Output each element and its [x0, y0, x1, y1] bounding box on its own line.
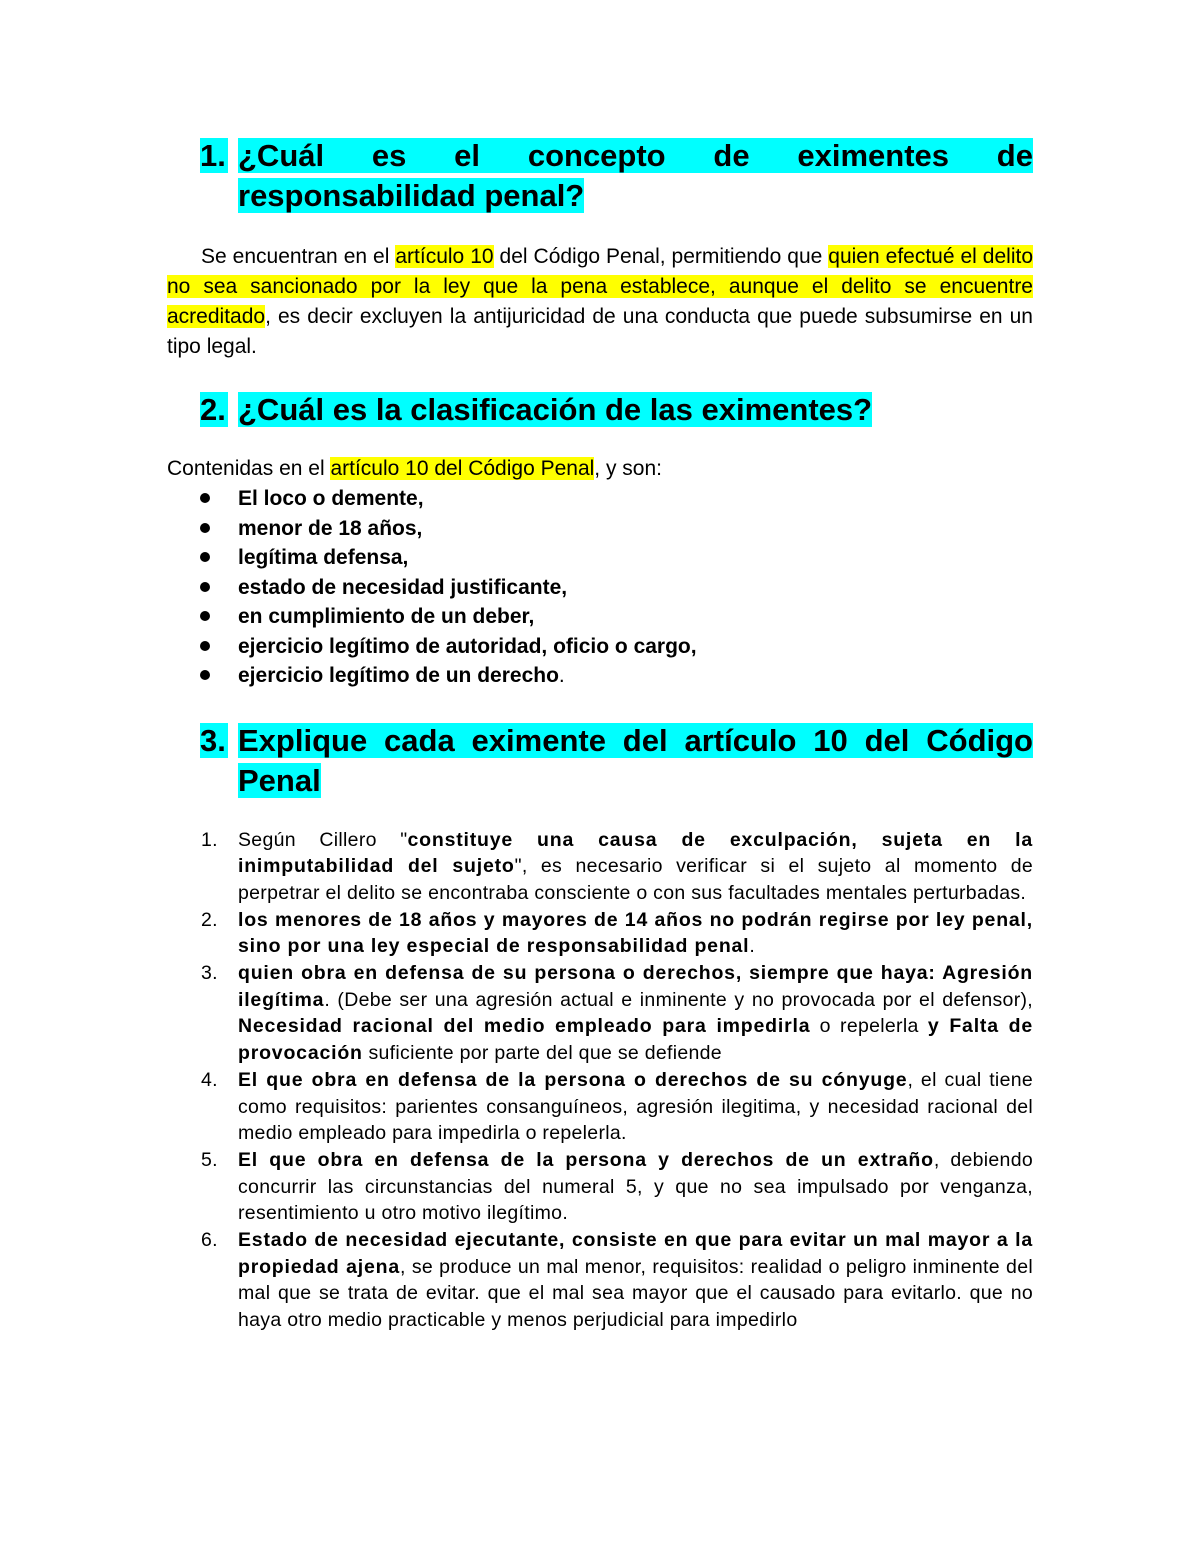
list-item: 6. Estado de necesidad ejecutante, consiste en que para evitar un mal mayor a la propiedad ajena, se produce un mal menor, requisitos: realidad o peligro inminente del mal que se trata de evitar. que el mal sea mayor que el causado para evitarlo. que no haya otro medio practicable y menos perjudicial para impedirlo — [201, 1229, 1033, 1332]
question-1-answer: Se encuentran en el artículo 10 del Código Penal, permitiendo que quien efectué el delito no sea sancionado por la ley que la pena establece, aunque el delito se encuentre acreditado, es decir excluyen la antijuricidad de una conducta que puede subsumirse en un tipo legal. — [167, 245, 1034, 358]
question-number: 3. — [200, 722, 226, 758]
question-2-intro: Contenidas en el artículo 10 del Código Penal, y son: — [167, 457, 662, 480]
highlight-article: artículo 10 — [395, 245, 494, 268]
bullet-icon — [200, 552, 210, 562]
bullet-icon — [200, 611, 210, 621]
highlight-article: artículo 10 del Código Penal — [330, 457, 595, 480]
bullet-icon — [200, 670, 210, 680]
item-number: 2. — [201, 908, 218, 931]
question-number: 1. — [200, 138, 226, 173]
question-title: ¿Cuál es la clasificación de las eximentes? — [238, 392, 873, 427]
list-item: estado de necesidad justificante, — [167, 573, 1033, 603]
question-title: Explique cada eximente del artículo 10 del Código Penal — [238, 722, 1033, 798]
eximentes-list — [167, 484, 1033, 691]
list-item: legítima defensa, — [167, 543, 1033, 573]
question-number: 2. — [200, 392, 226, 427]
item-number: 3. — [201, 962, 218, 985]
item-number: 1. — [201, 828, 218, 851]
bullet-icon — [200, 493, 210, 503]
list-item: en cumplimiento de un deber, — [167, 602, 1033, 632]
list-item: 5. El que obra en defensa de la persona y derechos de un extraño, debiendo concurrir las circunstancias del numeral 5, y que no sea impulsado por venganza, resentimiento u otro motivo ilegítimo. — [201, 1148, 1033, 1225]
item-number: 4. — [201, 1068, 218, 1091]
list-item: 4. El que obra en defensa de la persona o derechos de su cónyuge, el cual tiene como requisitos: parientes consanguíneos, agresión ilegitima, y necesidad racional del medio empleado para impedirla o repelerla. — [201, 1068, 1034, 1145]
bullet-icon — [200, 641, 210, 651]
item-number: 6. — [201, 1229, 218, 1252]
list-item: El loco o demente, — [167, 484, 1033, 514]
highlight-definition: quien efectué el delito no sea sancionado por la ley que la pena establece, aunque el delito se encuentre acreditado — [167, 245, 1034, 328]
list-item: 1. Según Cillero "constituye una causa de exculpación, sujeta en la inimputabilidad del sujeto", es necesario verificar si el sujeto al momento de perpetrar el delito se encontraba consciente o con sus facultades mentales perturbadas. — [201, 828, 1033, 904]
question-1-heading — [167, 136, 1033, 216]
question-2-heading — [167, 390, 1033, 430]
list-item: 2. los menores de 18 años y mayores de 14 años no podrán regirse por ley penal, sino por una ley especial de responsabilidad penal. — [201, 908, 1033, 958]
question-3-heading — [167, 721, 1033, 801]
explanation-list — [167, 827, 1033, 1334]
list-item: 3. quien obra en defensa de su persona o derechos, siempre que haya: Agresión ilegítima. (Debe ser una agresión actual e inminente y no provocada por el defensor), Necesidad racional del medio empleado para impedirla o repelerla y Falta de provocación suficiente por parte del que se defiende — [201, 962, 1034, 1065]
list-item: ejercicio legítimo de un derecho. — [167, 661, 1033, 691]
item-number: 5. — [201, 1148, 218, 1171]
list-item: ejercicio legítimo de autoridad, oficio o cargo, — [167, 632, 1033, 662]
list-item: menor de 18 años, — [167, 514, 1033, 544]
question-title: ¿Cuál es el concepto de eximentes de responsabilidad penal? — [238, 138, 1033, 213]
bullet-icon — [200, 582, 210, 592]
document-content — [167, 136, 1033, 1334]
bullet-icon — [200, 523, 210, 533]
